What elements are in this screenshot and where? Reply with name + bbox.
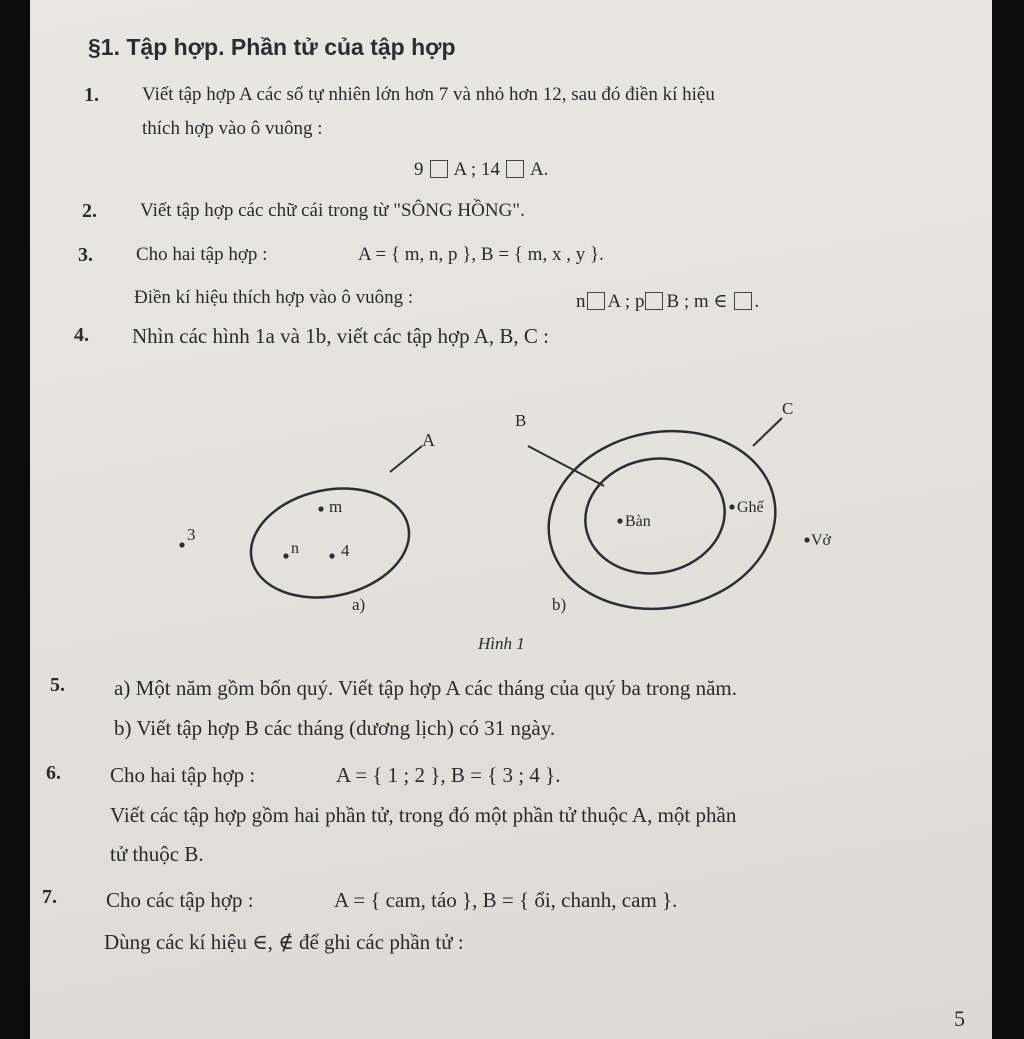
exercise-7-number: 7. [42, 886, 57, 908]
element-4: 4 [341, 541, 350, 560]
figure-b-sublabel: b) [552, 595, 567, 614]
figure-caption: Hình 1 [478, 634, 525, 653]
element-ban: Bàn [625, 513, 651, 530]
exercise-6-line-2: Viết các tập hợp gồm hai phần tử, trong đó một phần tử thuộc A, một phần [110, 803, 737, 827]
exercise-1-line-1: Viết tập hợp A các số tự nhiên lớn hơn 7 và nhỏ hơn 12, sau đó điền kí hiệu [142, 84, 715, 105]
element-ghe: Ghế [737, 499, 764, 516]
exercise-7-line-2: Dùng các kí hiệu ∈, ∉ để ghi các phần tử : [104, 930, 464, 954]
element-dot [729, 504, 734, 509]
element-vo: Vở [811, 532, 832, 549]
element-dot [617, 518, 622, 523]
exercise-3-number: 3. [78, 244, 93, 266]
element-3: 3 [187, 525, 196, 544]
exercise-1-fill: 9 A ; 14 A. [414, 159, 549, 180]
exercise-5-line-a: a) Một năm gồm bốn quý. Viết tập hợp A các tháng của quý ba trong năm. [114, 676, 737, 700]
exercise-6-line-3: tử thuộc B. [110, 842, 204, 866]
exercise-6-line-1: Cho hai tập hợp : [110, 763, 256, 787]
element-dot [318, 506, 323, 511]
set-b-label: B [515, 411, 527, 430]
exercise-6-number: 6. [46, 762, 61, 784]
exercise-5-line-b: b) Viết tập hợp B các tháng (dương lịch) có 31 ngày. [114, 716, 556, 740]
exercise-3-line-2: Điền kí hiệu thích hợp vào ô vuông : [134, 287, 414, 308]
set-a-label: A [422, 430, 435, 450]
set-a-pointer [390, 446, 422, 472]
element-dot [283, 553, 288, 558]
exercise-5-number: 5. [50, 674, 65, 696]
element-dot [804, 537, 809, 542]
set-a-ellipse [241, 475, 420, 612]
set-b-ellipse [576, 448, 734, 585]
exercise-3-line-1: Cho hai tập hợp : [136, 244, 268, 265]
page-number: 5 [954, 1006, 965, 1031]
element-dot [329, 553, 334, 558]
element-n: n [291, 540, 299, 557]
exercise-7-sets: A = { cam, táo }, B = { ổi, chanh, cam }. [334, 888, 678, 912]
section-title: §1. Tập hợp. Phần tử của tập hợp [88, 34, 456, 60]
exercise-7-line-1: Cho các tập hợp : [106, 888, 254, 912]
textbook-page [30, 0, 992, 1039]
exercise-2-line-1: Viết tập hợp các chữ cái trong từ "SÔNG HỒNG". [140, 200, 525, 221]
element-m: m [329, 497, 343, 516]
exercise-3-sets: A = { m, n, p }, B = { m, x , y }. [358, 244, 604, 265]
set-c-pointer [753, 418, 782, 446]
exercise-2-number: 2. [82, 200, 97, 222]
set-c-ellipse [534, 414, 789, 627]
exercise-1-line-2: thích hợp vào ô vuông : [142, 118, 323, 139]
exercise-3-fill: n A ; p B ; m ∈ . [576, 291, 760, 312]
venn-figure [30, 0, 992, 660]
set-c-label: C [782, 399, 794, 418]
element-dot [179, 542, 184, 547]
exercise-4-number: 4. [74, 324, 89, 346]
exercise-4-line-1: Nhìn các hình 1a và 1b, viết các tập hợp A, B, C : [132, 324, 550, 348]
figure-a-sublabel: a) [352, 595, 366, 614]
exercise-6-sets: A = { 1 ; 2 }, B = { 3 ; 4 }. [336, 763, 561, 787]
exercise-1-number: 1. [84, 84, 99, 106]
